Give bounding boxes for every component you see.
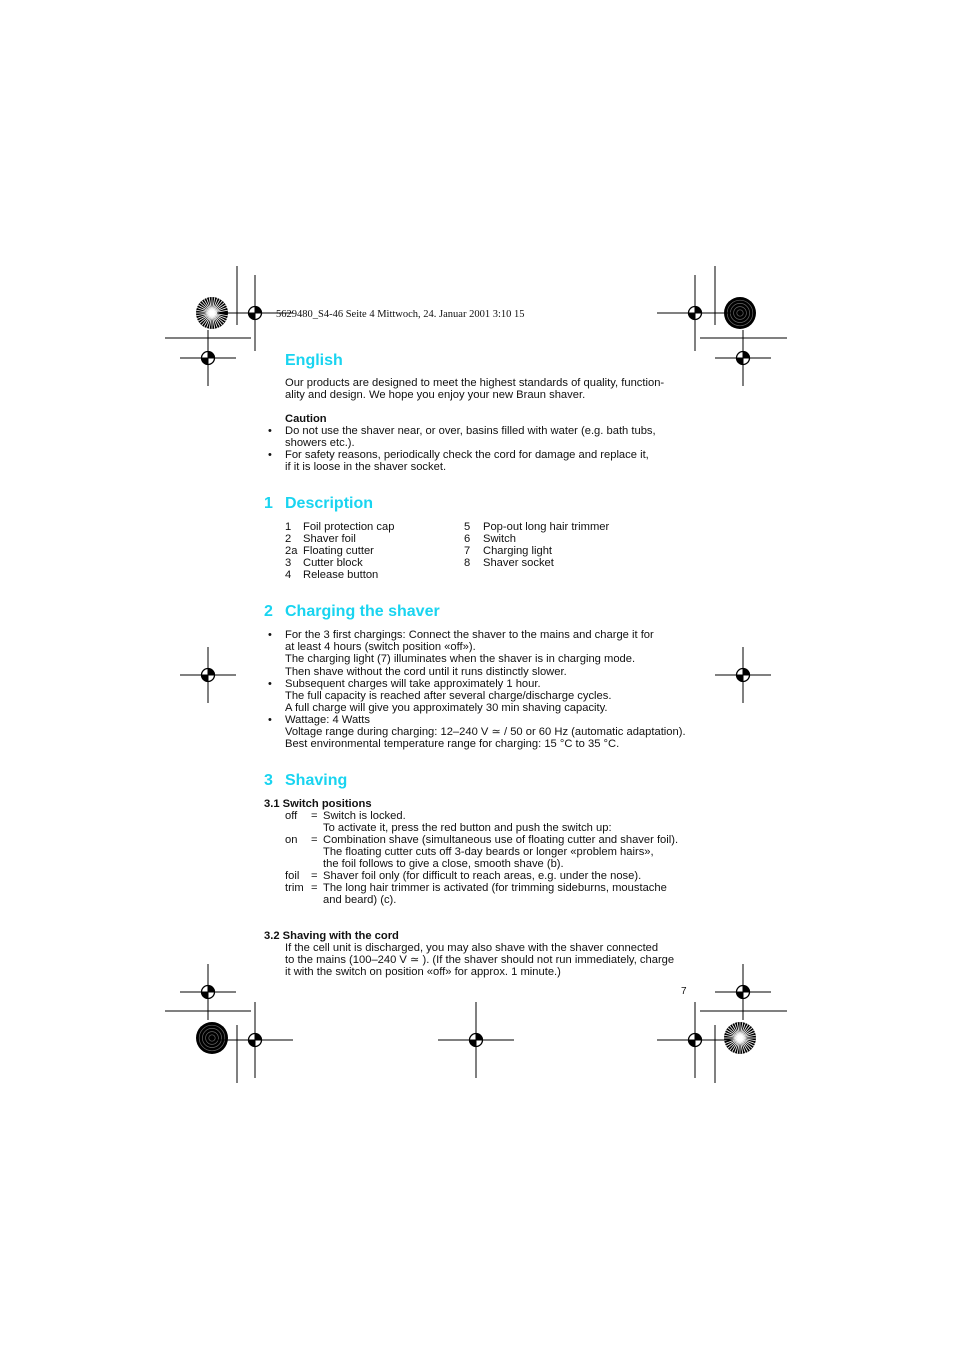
position-text: The long hair trimmer is activated (for trimming sideburns, moustache [323, 882, 667, 894]
registration-quadrant [695, 307, 702, 314]
registration-quadrant [737, 675, 744, 682]
registration-quadrant [689, 1040, 696, 1047]
part-number: 2a [285, 545, 298, 557]
part-number: 8 [464, 557, 471, 569]
registration-quadrant [208, 352, 215, 359]
charging-line: Subsequent charges will take approximately 1 hour. [285, 678, 541, 690]
cord-line: it with the switch on position «off» for approx. 1 minute.) [285, 966, 561, 978]
position-text: Combination shave (simultaneous use of floating cutter and shaver foil). [323, 834, 679, 846]
equals-sign: = [311, 810, 318, 822]
charging-line: at least 4 hours (switch position «off»). [285, 641, 476, 653]
description-heading: Description [285, 495, 374, 512]
part-number: 6 [464, 533, 471, 545]
ring-target [196, 1022, 228, 1054]
section-number: 2 [264, 603, 273, 620]
registration-quadrant [202, 358, 209, 365]
position-text: To activate it, press the red button and push the switch up: [323, 822, 612, 834]
registration-quadrant [695, 1034, 702, 1041]
part-number: 5 [464, 521, 471, 533]
section-number: 3 [264, 772, 273, 789]
part-label: Pop-out long hair trimmer [483, 521, 610, 533]
bullet-dot: • [268, 629, 272, 641]
position-text: Switch is locked. [323, 810, 406, 822]
registration-quadrant [255, 307, 262, 314]
registration-quadrant [737, 358, 744, 365]
charging-line: Then shave without the cord until it runs distinctly slower. [285, 666, 567, 678]
equals-sign: = [311, 870, 318, 882]
charging-line: For the 3 first chargings: Connect the shaver to the mains and charge it for [285, 629, 654, 641]
registration-quadrant [743, 986, 750, 993]
registration-quadrant [208, 669, 215, 676]
cord-line: If the cell unit is discharged, you may also shave with the shaver connected [285, 942, 659, 954]
registration-quadrant [202, 992, 209, 999]
part-label: Cutter block [303, 557, 363, 569]
registration-quadrant [743, 352, 750, 359]
registration-quadrant [689, 313, 696, 320]
page-number: 7 [681, 986, 687, 997]
position-key: foil [285, 870, 300, 882]
part-number: 3 [285, 557, 292, 569]
charging-heading: Charging the shaver [285, 603, 440, 620]
print-slug: 5629480_S4-46 Seite 4 Mittwoch, 24. Januar 2001 3:10 15 [276, 309, 525, 320]
part-number: 1 [285, 521, 292, 533]
registration-quadrant [470, 1040, 477, 1047]
part-label: Foil protection cap [303, 521, 395, 533]
shaving-heading: Shaving [285, 772, 348, 789]
position-text: The floating cutter cuts off 3-day beards or longer «problem hairs», [323, 846, 654, 858]
position-key: on [285, 834, 298, 846]
position-text: Shaver foil only (for difficult to reach areas, e.g. under the nose). [323, 870, 642, 882]
registration-quadrant [249, 313, 256, 320]
part-number: 4 [285, 569, 292, 581]
part-label: Floating cutter [303, 545, 374, 557]
equals-sign: = [311, 834, 318, 846]
caution-line: Do not use the shaver near, or over, basins filled with water (e.g. bath tubs, [285, 425, 656, 437]
charging-line: Voltage range during charging: 12–240 V ≃ / 50 or 60 Hz (automatic adaptation). [285, 726, 686, 738]
position-text: the foil follows to give a close, smooth shave (b). [323, 858, 564, 870]
part-label: Release button [303, 569, 379, 581]
charging-line: The full capacity is reached after several charge/discharge cycles. [285, 690, 612, 702]
charging-line: Best environmental temperature range for charging: 15 °C to 35 °C. [285, 738, 620, 750]
position-key: trim [285, 882, 304, 894]
shaving-with-cord-heading: 3.2 Shaving with the cord [264, 930, 399, 942]
registration-quadrant [737, 992, 744, 999]
part-label: Shaver foil [303, 533, 356, 545]
equals-sign: = [311, 882, 318, 894]
part-number: 2 [285, 533, 292, 545]
switch-positions-heading: 3.1 Switch positions [264, 798, 372, 810]
charging-line: A full charge will give you approximately 30 min shaving capacity. [285, 702, 608, 714]
caution-line: if it is loose in the shaver socket. [285, 461, 447, 473]
caution-line: For safety reasons, periodically check the cord for damage and replace it, [285, 449, 649, 461]
registration-quadrant [743, 669, 750, 676]
charging-line: The charging light (7) illuminates when the shaver is in charging mode. [285, 653, 636, 665]
registration-quadrant [208, 986, 215, 993]
caution-label: Caution [285, 413, 327, 425]
bullet-dot: • [268, 449, 272, 461]
registration-quadrant [255, 1034, 262, 1041]
section-number: 1 [264, 495, 273, 512]
english-heading: English [285, 352, 343, 369]
star-center [738, 1036, 743, 1041]
part-number: 7 [464, 545, 471, 557]
registration-quadrant [249, 1040, 256, 1047]
part-label: Switch [483, 533, 516, 545]
star-center [210, 311, 215, 316]
bullet-dot: • [268, 678, 272, 690]
part-label: Charging light [483, 545, 553, 557]
intro-line-1: Our products are designed to meet the highest standards of quality, function- [285, 377, 665, 389]
position-text: and beard) (c). [323, 894, 397, 906]
cord-line: to the mains (100–240 V ≃ ). (If the shaver should not run immediately, charge [285, 954, 675, 966]
bullet-dot: • [268, 425, 272, 437]
charging-line: Wattage: 4 Watts [285, 714, 370, 726]
bullet-dot: • [268, 714, 272, 726]
intro-line-2: ality and design. We hope you enjoy your new Braun shaver. [285, 389, 586, 401]
registration-quadrant [476, 1034, 483, 1041]
position-key: off [285, 810, 298, 822]
caution-line: showers etc.). [285, 437, 355, 449]
part-label: Shaver socket [483, 557, 554, 569]
registration-quadrant [202, 675, 209, 682]
